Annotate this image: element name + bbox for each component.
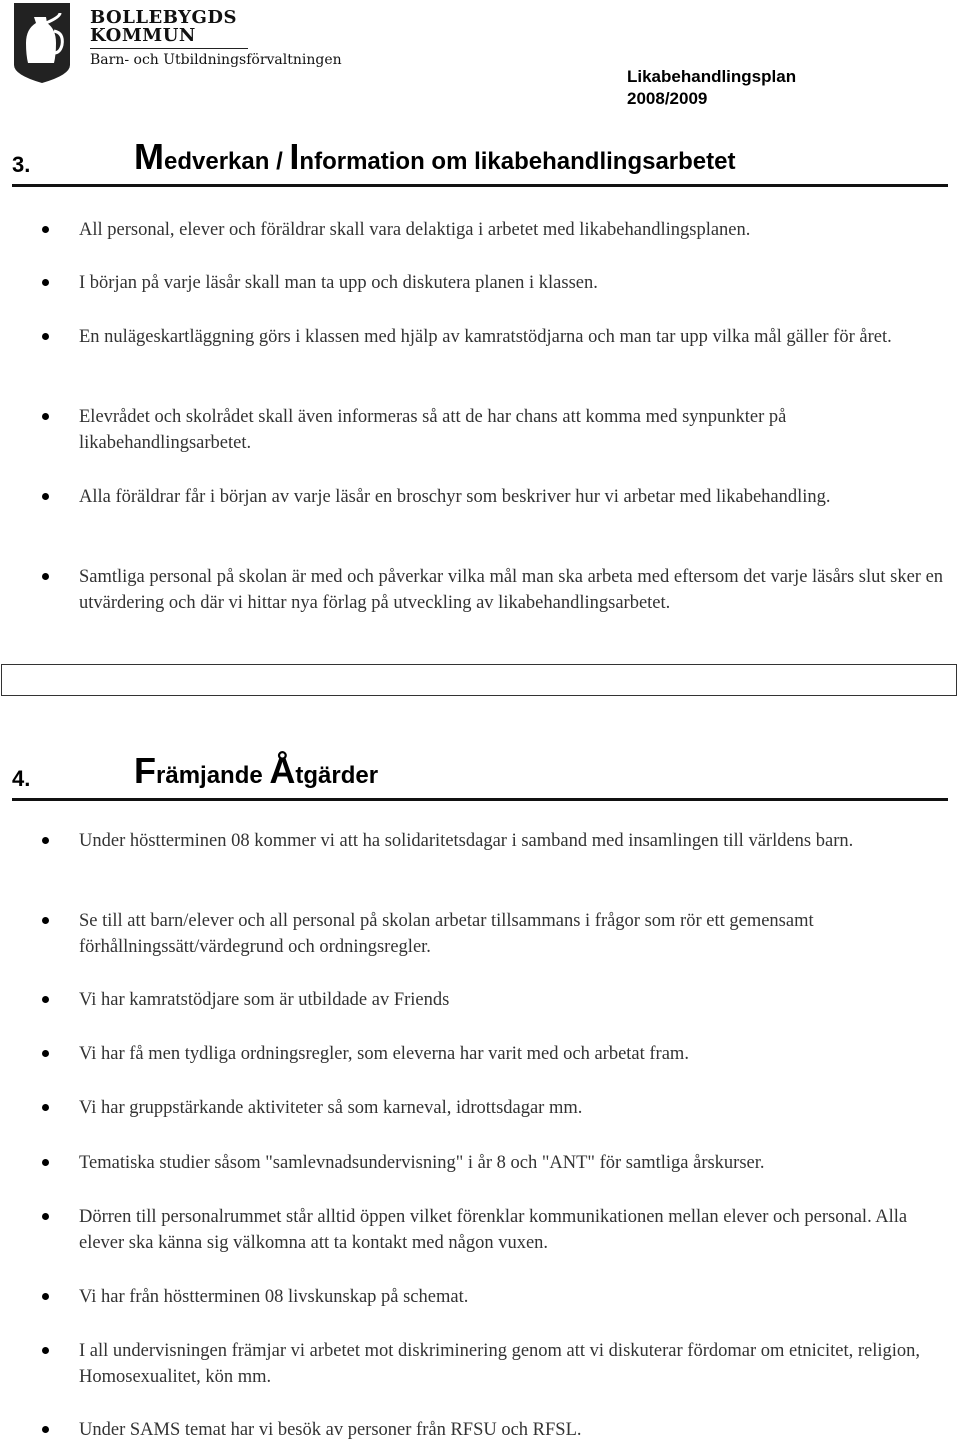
list-item [79, 1204, 949, 1256]
jug-emblem-icon [10, 3, 74, 83]
list-item-text: Vi har kamratstödjare som är utbildade av Friends [79, 990, 450, 1010]
bullet-icon [42, 1104, 49, 1111]
list-item-text: Elevrådet och skolrådet skall även informeras så att de har chans att komma med synpunkter på likabehandlingsarbetet. [79, 407, 787, 453]
bullet-icon [42, 226, 49, 233]
list-item-text: Under SAMS temat har vi besök av personer från RFSU och RFSL. [79, 1420, 582, 1440]
list-item-text: En nulägeskartläggning görs i klassen med hjälp av kamratstödjarna och man tar upp vilka mål gäller för året. [79, 327, 892, 347]
list-item-text: Samtliga personal på skolan är med och påverkar vilka mål man ska arbeta med eftersom det varje läsårs slut sker en utvärdering och där vi hittar nya förlag på utveckling av likabehandlingsarbetet. [79, 567, 944, 613]
list-item [79, 1417, 949, 1443]
list-item [79, 908, 949, 960]
empty-text-box [1, 664, 957, 696]
title-text: rämjande [156, 762, 270, 789]
bullet-icon [42, 996, 49, 1003]
bullet-icon [42, 1050, 49, 1057]
section-4-heading [12, 744, 948, 801]
bullet-icon [42, 1347, 49, 1354]
title-text: nformation om likabehandlingsarbetet [299, 148, 736, 175]
title-text: edverkan / [164, 148, 290, 175]
title-initial: Å [269, 750, 296, 791]
list-item [79, 828, 949, 854]
list-item [79, 1150, 949, 1176]
section-number: 4. [12, 766, 31, 791]
bullet-icon [42, 333, 49, 340]
list-item [79, 270, 949, 296]
list-item-text: All personal, elever och föräldrar skall vara delaktiga i arbetet med likabehandlingsplanen. [79, 220, 751, 240]
list-item-text: Alla föräldrar får i början av varje läsår en broschyr som beskriver hur vi arbetar med likabehandling. [79, 487, 831, 507]
section-title [134, 136, 735, 178]
list-item-text: Dörren till personalrummet står alltid öppen vilket förenklar kommunikationen mellan elever och personal. Alla elever ska känna sig välkomna att ta kontakt med någon vuxen. [79, 1207, 908, 1253]
bullet-icon [42, 493, 49, 500]
bullet-icon [42, 279, 49, 286]
bullet-icon [42, 1293, 49, 1300]
section-number: 3. [12, 152, 31, 177]
bullet-icon [42, 1426, 49, 1433]
section-title [134, 750, 378, 792]
list-item [79, 484, 949, 510]
logo-divider [90, 48, 248, 49]
list-item [79, 404, 949, 456]
list-item-text: I all undervisningen främjar vi arbetet mot diskriminering genom att vi diskuterar fördomar om etnicitet, religion, Homosexualitet, kön mm. [79, 1341, 921, 1387]
document-year: 2008/2009 [627, 89, 708, 108]
bullet-icon [42, 573, 49, 580]
bullet-icon [42, 917, 49, 924]
bullet-icon [42, 1159, 49, 1166]
list-item-text: I början på varje läsår skall man ta upp och diskutera planen i klassen. [79, 273, 598, 293]
list-item-text: Tematiska studier såsom "samlevnadsundervisning" i år 8 och "ANT" för samtliga årskurser. [79, 1153, 765, 1173]
document-title: Likabehandlingsplan [627, 67, 797, 86]
list-item [79, 1095, 949, 1121]
document-title-block [627, 66, 796, 110]
list-item [79, 1041, 949, 1067]
title-initial: F [134, 750, 156, 791]
title-initial: I [289, 136, 300, 177]
org-name-line1: BOLLEBYGDS [90, 7, 237, 28]
list-item-text: Vi har gruppstärkande aktiviteter så som karneval, idrottsdagar mm. [79, 1098, 583, 1118]
list-item [79, 1284, 949, 1310]
org-name-line2: KOMMUN [90, 25, 196, 46]
title-initial: M [134, 136, 164, 177]
bullet-icon [42, 1213, 49, 1220]
bullet-icon [42, 413, 49, 420]
list-item-text: Se till att barn/elever och all personal på skolan arbetar tillsammans i frågor som rör ett gemensamt förhållningssätt/värdegrund och ordningsregler. [79, 911, 814, 957]
list-item [79, 217, 949, 243]
title-text: tgärder [295, 762, 379, 789]
list-item-text: Under höstterminen 08 kommer vi att ha solidaritetsdagar i samband med insamlingen till världens barn. [79, 831, 854, 851]
list-item [79, 987, 949, 1013]
list-item [79, 564, 949, 616]
list-item [79, 324, 949, 350]
department-name: Barn- och Utbildningsförvaltningen [90, 52, 342, 68]
municipality-logo [10, 3, 350, 83]
bullet-icon [42, 837, 49, 844]
list-item-text: Vi har få men tydliga ordningsregler, som eleverna har varit med och arbetat fram. [79, 1044, 689, 1064]
list-item [79, 1338, 949, 1390]
section-3-heading [12, 130, 948, 187]
list-item-text: Vi har från höstterminen 08 livskunskap på schemat. [79, 1287, 469, 1307]
